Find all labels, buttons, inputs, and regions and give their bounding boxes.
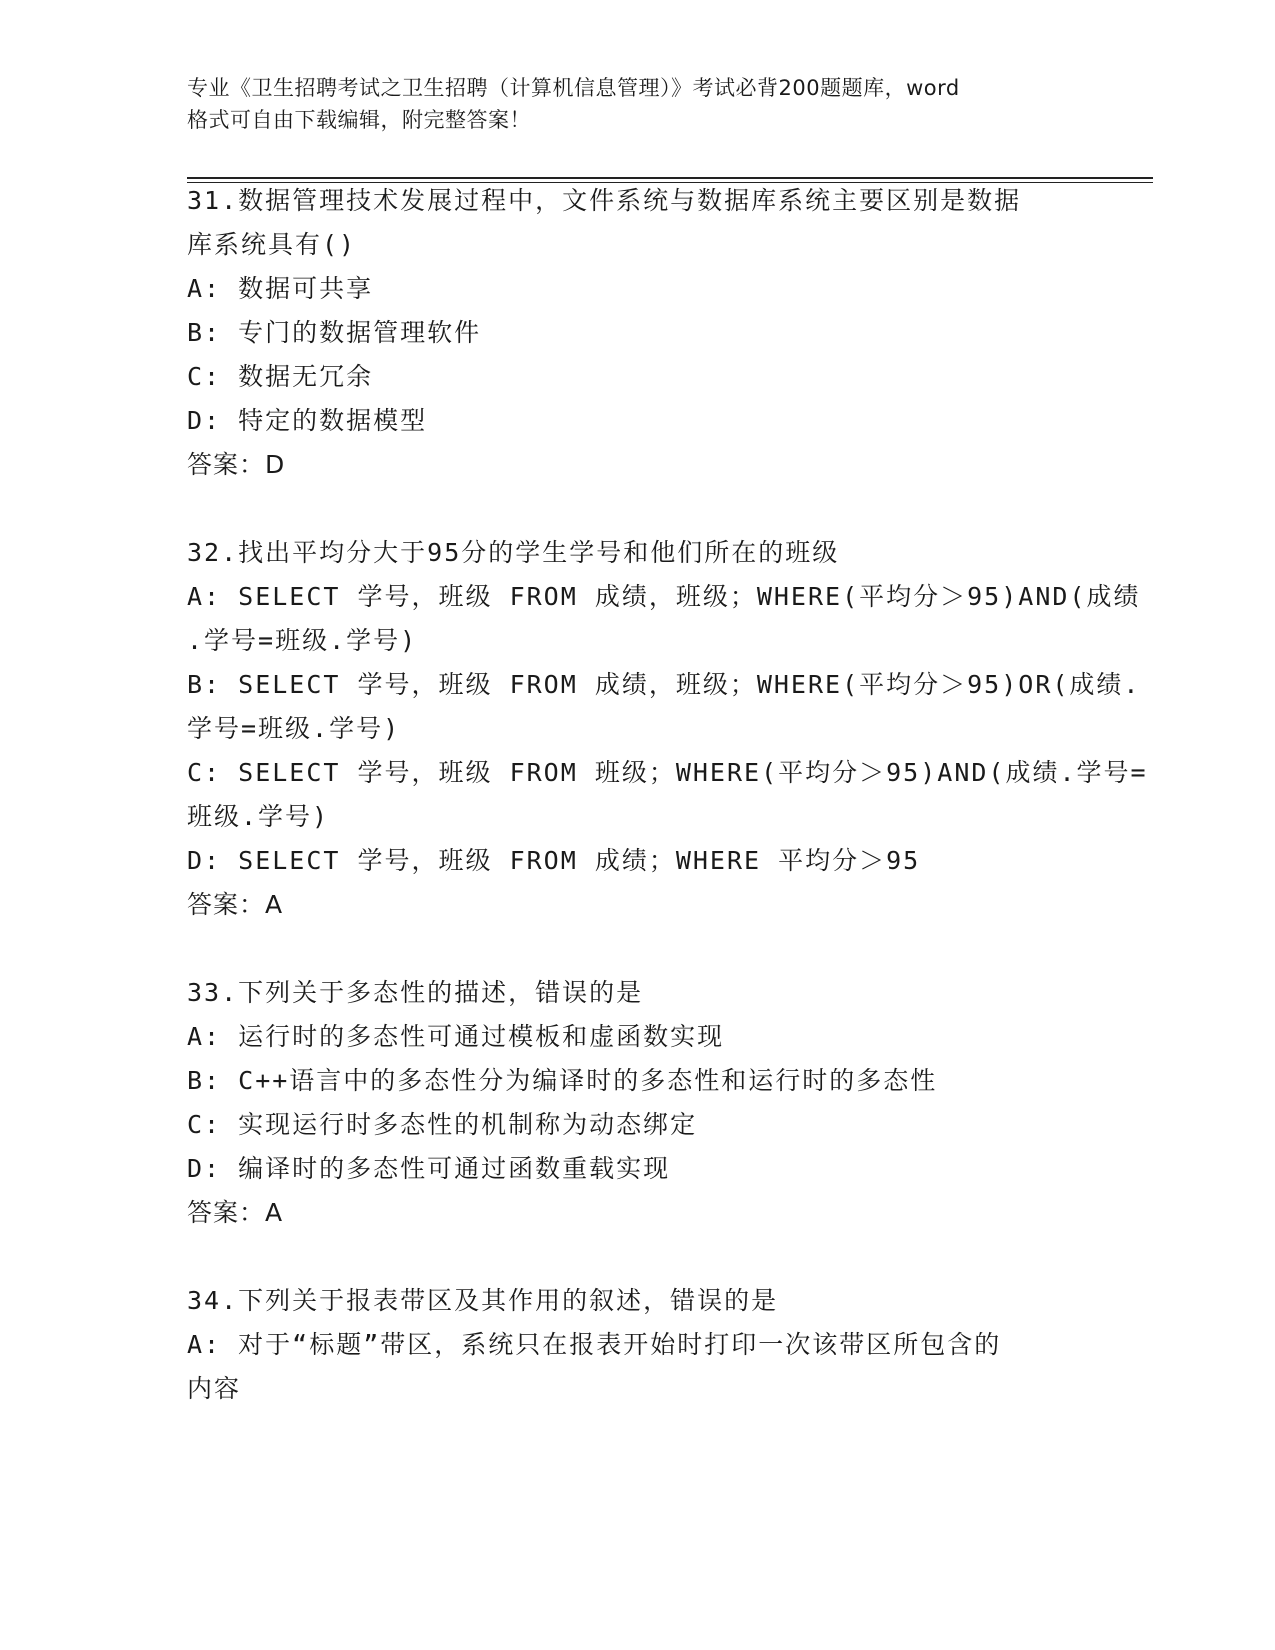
question-33-option-c: C: 实现运行时多态性的机制称为动态绑定 [187, 1110, 698, 1139]
question-32-option-a-line-2: .学号=班级.学号) [187, 626, 418, 655]
document-header [187, 72, 1087, 136]
question-33-option-a: A: 运行时的多态性可通过模板和虚函数实现 [187, 1022, 725, 1051]
question-32-answer: 答案：A [187, 890, 284, 919]
question-32-option-c-line-2: 班级.学号) [187, 802, 330, 831]
question-32-option-b-line-1: B: SELECT 学号，班级 FROM 成绩，班级；WHERE(平均分＞95)OR(成绩. [187, 670, 1141, 699]
question-34-stem: 34.下列关于报表带区及其作用的叙述，错误的是 [187, 1286, 779, 1315]
question-34-option-a-line-1: A: 对于“标题”带区，系统只在报表开始时打印一次该带区所包含的 [187, 1330, 1002, 1359]
question-32-option-a-line-1: A: SELECT 学号，班级 FROM 成绩，班级；WHERE(平均分＞95)AND(成绩 [187, 582, 1141, 611]
question-31-option-a: A: 数据可共享 [187, 274, 374, 303]
question-34-option-a-line-2: 内容 [187, 1374, 242, 1403]
question-32-option-d: D: SELECT 学号，班级 FROM 成绩；WHERE 平均分＞95 [187, 846, 921, 875]
question-33-answer: 答案：A [187, 1198, 284, 1227]
question-31-answer: 答案：D [187, 450, 286, 479]
question-32-option-b-line-2: 学号=班级.学号) [187, 714, 401, 743]
question-31-stem-line-2: 库系统具有() [187, 230, 357, 259]
header-line-2: 格式可自由下载编辑，附完整答案！ [187, 108, 531, 132]
question-32-option-c-line-1: C: SELECT 学号，班级 FROM 班级；WHERE(平均分＞95)AND(成绩.学号= [187, 758, 1148, 787]
header-divider-thin [187, 182, 1153, 183]
question-31-option-b: B: 专门的数据管理软件 [187, 318, 482, 347]
question-32-stem: 32.找出平均分大于95分的学生学号和他们所在的班级 [187, 538, 840, 567]
question-31-stem-line-1: 31.数据管理技术发展过程中，文件系统与数据库系统主要区别是数据 [187, 186, 1022, 215]
question-33-option-b: B: C++语言中的多态性分为编译时的多态性和运行时的多态性 [187, 1066, 938, 1095]
header-line-1: 专业《卫生招聘考试之卫生招聘（计算机信息管理）》考试必背200题题库，word [187, 76, 960, 100]
question-33-stem: 33.下列关于多态性的描述，错误的是 [187, 978, 644, 1007]
header-divider-thick [187, 177, 1153, 179]
question-33-option-d: D: 编译时的多态性可通过函数重载实现 [187, 1154, 671, 1183]
question-31-option-c: C: 数据无冗余 [187, 362, 374, 391]
question-31-option-d: D: 特定的数据模型 [187, 406, 428, 435]
